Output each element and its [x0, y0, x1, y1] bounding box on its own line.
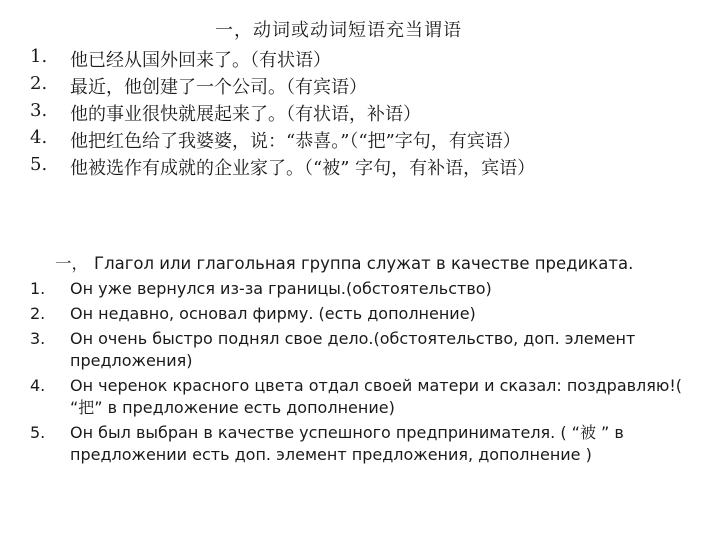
- russian-title: [55, 250, 633, 274]
- item-number: 5.: [30, 423, 46, 442]
- item-text: Он очень быстро поднял свое дело.(обстоятельство, доп. элемент предложения): [70, 329, 636, 370]
- item-number: 2.: [30, 304, 46, 323]
- list-item: [30, 100, 720, 127]
- item-number: 4.: [30, 127, 48, 148]
- item-number: 1.: [30, 46, 48, 67]
- list-item: [30, 127, 720, 154]
- item-text: 最近，他创建了一个公司。（有宾语）: [70, 77, 367, 98]
- item-number: 3.: [30, 329, 46, 348]
- item-number: 5.: [30, 154, 48, 175]
- item-text: Он черенок красного цвета отдал своей матери и сказал: поздравляю!( “把” в предложение есть дополнение): [70, 376, 683, 417]
- item-text: 他被选作有成就的企业家了。（“被” 字句，有补语，宾语）: [70, 158, 536, 179]
- chinese-list: [30, 46, 720, 181]
- item-text: Он был выбран в качестве успешного предпринимателя. ( “被 ” в предложении есть доп. элемент предложения, дополнение ): [70, 423, 624, 464]
- item-number: 1.: [30, 279, 46, 298]
- title-prefix: 一，: [55, 254, 88, 273]
- item-text: Он уже вернулся из-за границы.(обстоятельство): [70, 279, 492, 298]
- title-text: Глагол или глагольная группа служат в качестве предиката.: [94, 254, 634, 273]
- list-item: [30, 422, 690, 466]
- item-number: 2.: [30, 73, 48, 94]
- item-text: 他的事业很快就展起来了。（有状语，补语）: [70, 104, 421, 125]
- list-item: [30, 375, 690, 419]
- list-item: [30, 303, 690, 325]
- list-item: [30, 73, 720, 100]
- chinese-title: 一，动词或动词短语充当谓语: [215, 20, 462, 41]
- item-text: Он недавно, основал фирму. (есть дополнение): [70, 304, 476, 323]
- item-number: 3.: [30, 100, 48, 121]
- list-item: [30, 46, 720, 73]
- list-item: [30, 328, 690, 372]
- item-text: 他把红色给了我婆婆，说：“恭喜。”（“把”字句，有宾语）: [70, 131, 521, 152]
- list-item: [30, 154, 720, 181]
- item-text: 他已经从国外回来了。（有状语）: [70, 50, 331, 71]
- item-number: 4.: [30, 376, 46, 395]
- russian-list: [30, 278, 690, 469]
- list-item: [30, 278, 690, 300]
